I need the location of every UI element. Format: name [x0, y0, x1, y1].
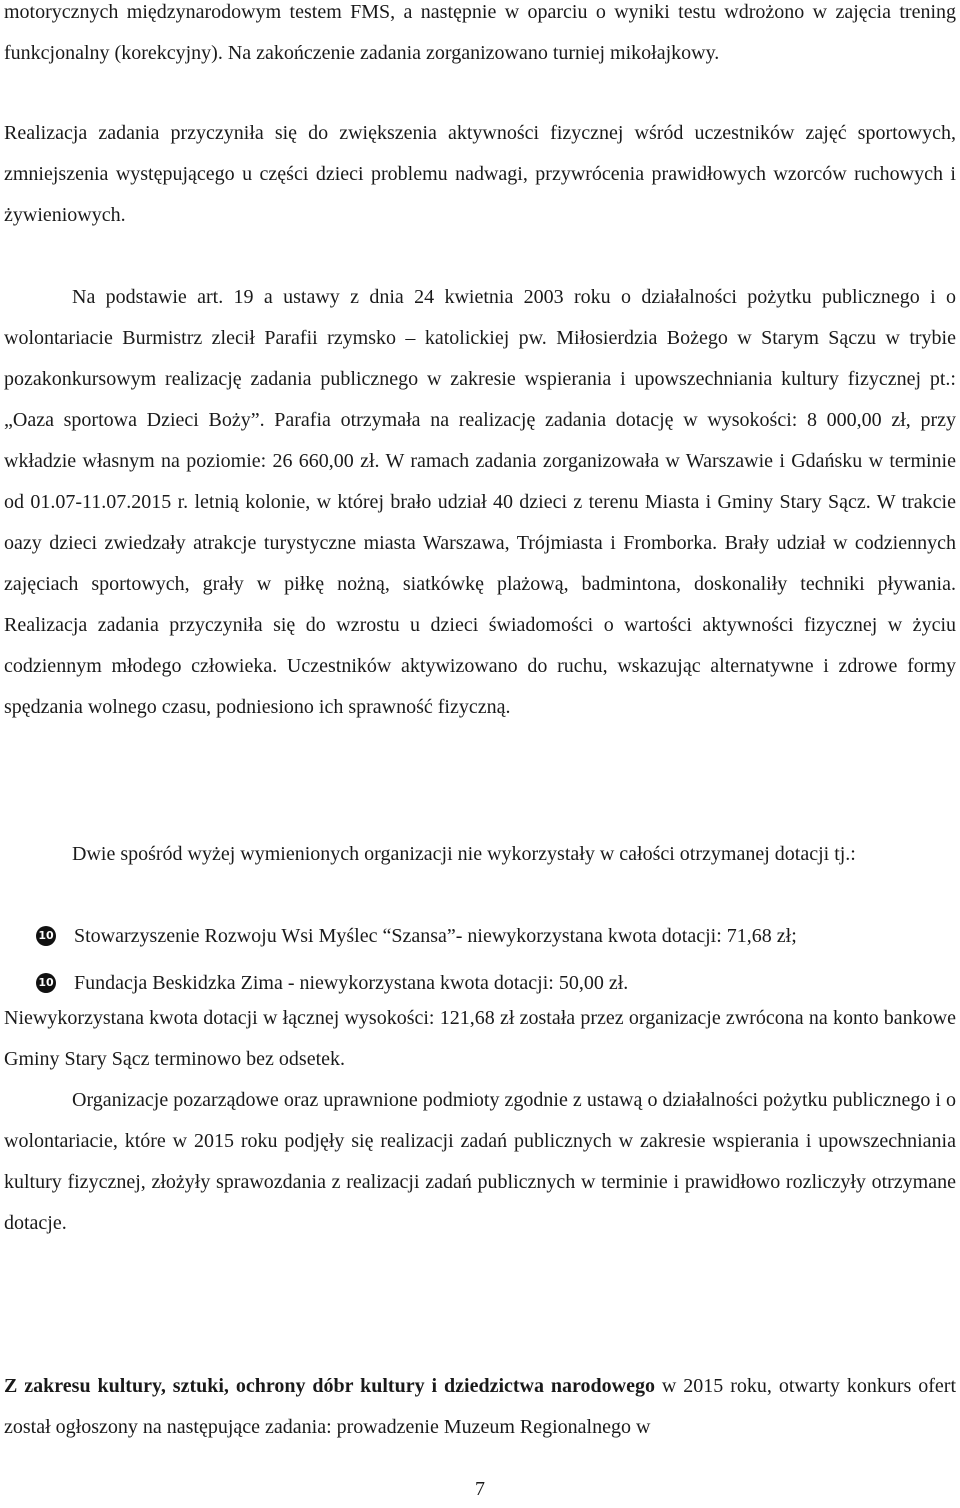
paragraph-grant-returned: Niewykorzystana kwota dotacji w łącznej wysokości: 121,68 zł została przez organizacje zwrócona na konto bankowe Gminy Stary Sącz terminowo bez odsetek.	[4, 1007, 956, 1070]
paragraph-reports-submitted: Organizacje pozarządowe oraz uprawnione podmioty zgodnie z ustawą o działalności pożytku publicznego i o wolontariacie, które w 2015 roku podjęły się realizacji zadań publicznych w zakresie wspierania i upowszechniania kultury fizycznej, złożyły sprawozdania z realizacji zadań publicznych w terminie i prawidłowo rozliczyły otrzymane dotacje.	[4, 1089, 956, 1234]
list-item-text: Fundacja Beskidzka Zima - niewykorzystana kwota dotacji: 50,00 zł.	[74, 972, 629, 994]
numbered-bullet-icon: 10	[36, 973, 56, 993]
list-item-text: Stowarzyszenie Rozwoju Wsi Myślec “Szansa”- niewykorzystana kwota dotacji: 71,68 zł;	[74, 925, 797, 947]
paragraph-task-results: Realizacja zadania przyczyniła się do zwiększenia aktywności fizycznej wśród uczestników zajęć sportowych, zmniejszenia występującego u części dzieci problemu nadwagi, przywrócenia prawidłowych wzorców ruchowych i żywieniowych.	[4, 122, 956, 226]
section-heading-culture: Z zakresu kultury, sztuki, ochrony dóbr kultury i dziedzictwa narodowego	[4, 1375, 655, 1397]
numbered-bullet-icon: 10	[36, 926, 56, 946]
paragraph-parish-task: Na podstawie art. 19 a ustawy z dnia 24 kwietnia 2003 roku o działalności pożytku publicznego i o wolontariacie Burmistrz zlecił Parafii rzymsko – katolickiej pw. Miłosierdzia Bożego w Starym Sączu w trybie pozakonkursowym realizację zadania publicznego w zakresie wspierania i upowszechniania kultury fizycznej pt.: „Oaza sportowa Dzieci Boży”. Parafia otrzymała na realizację zadania dotację w wysokości: 8 000,00 zł, przy wkładzie własnym na poziomie: 26 660,00 zł. W ramach zadania zorganizowała w Warszawie i Gdańsku w terminie od 01.07-11.07.2015 r. letnią kolonie, w której brało udział 40 dzieci z terenu Miasta i Gminy Stary Sącz. W trakcie oazy dzieci zwiedzały atrakcje turystyczne miasta Warszawa, Trójmiasta i Fromborka. Brały udział w codziennych zajęciach sportowych, grały w piłkę nożną, siatkówkę plażową, badmintona, doskonaliły techniki pływania. Realizacja zadania przyczyniła się do wzrostu u dzieci świadomości o wartości aktywności fizycznej w życiu codziennym młodego człowieka. Uczestników aktywizowano do ruchu, wskazując alternatywne i zdrowe formy spędzania wolnego czasu, podniesiono ich sprawność fizyczną.	[4, 286, 956, 718]
paragraph-unused-grants-intro: Dwie spośród wyżej wymienionych organizacji nie wykorzystały w całości otrzymanej dotacji tj.:	[72, 843, 856, 865]
paragraph-culture-text: w 2015 roku, otwarty konkurs ofert został ogłoszony na następujące zadania: prowadzenie Muzeum Regionalnego w	[4, 1375, 956, 1438]
paragraph-culture-section	[4, 1366, 956, 1448]
paragraph-fms-test: motorycznych międzynarodowym testem FMS, a następnie w oparciu o wyniki testu wdrożono w zajęcia trening funkcjonalny (korekcyjny). Na zakończenie zadania zorganizowano turniej mikołajkowy.	[4, 1, 956, 64]
page-number: 7	[475, 1478, 485, 1500]
unused-grants-list	[0, 916, 960, 1010]
list-item	[0, 916, 960, 963]
